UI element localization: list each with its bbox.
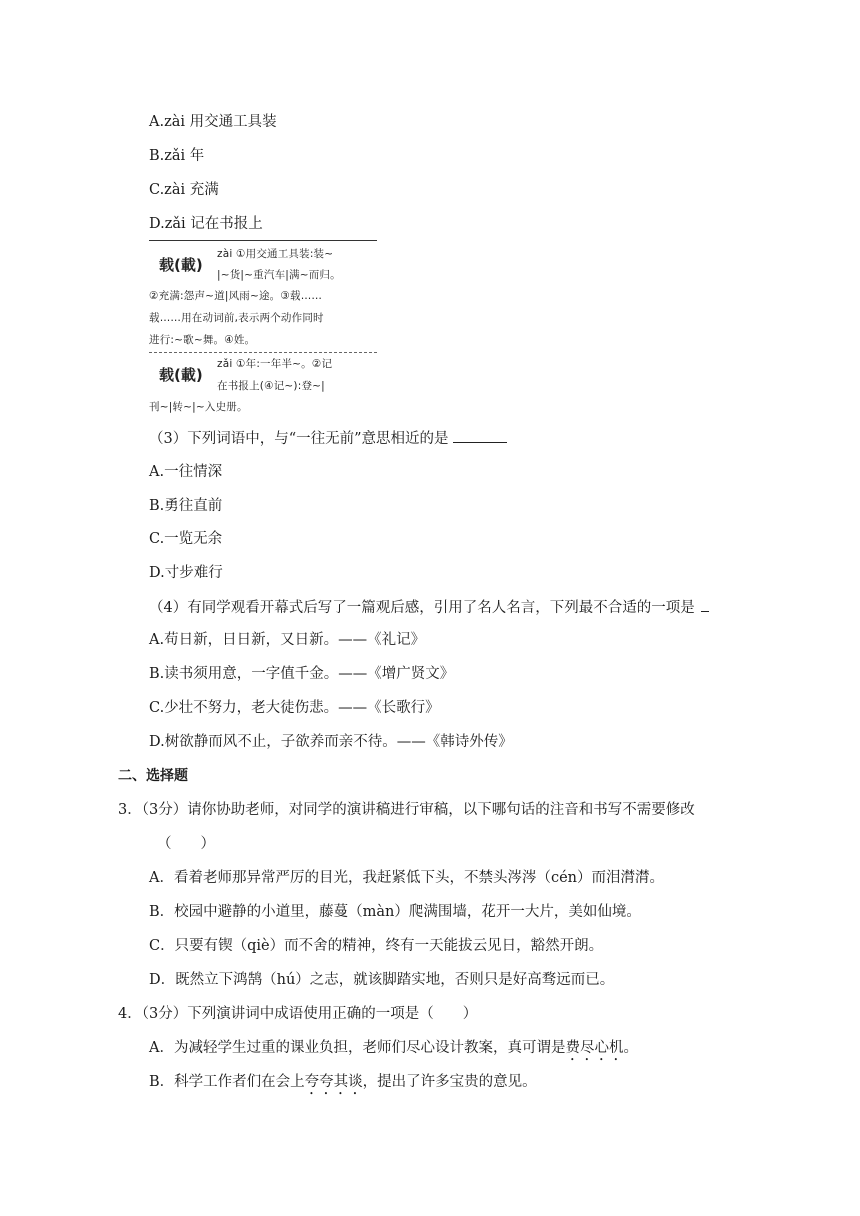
- q2-part4-option-b: B.读书须用意，一字值千金。——《增广贤文》: [149, 666, 455, 682]
- dictionary-entry2-line3: 刊~|转~|~入史册。: [149, 401, 248, 413]
- answer-blank[interactable]: [701, 597, 709, 612]
- section-title: 二、选择题: [118, 768, 188, 784]
- q2-part2-option-d: D.zǎi 记在书报上: [149, 216, 263, 232]
- emphasized-idiom: 费尽心机: [565, 1040, 624, 1056]
- q4-stem: 4．（3分）下列演讲词中成语使用正确的一项是（ ）: [118, 1006, 478, 1022]
- q2-part4-option-a: A.苟日新，日日新，又日新。——《礼记》: [149, 632, 426, 648]
- q2-part3-option-a: A.一往情深: [149, 464, 223, 480]
- q2-part3-option-c: C.一览无余: [149, 531, 223, 547]
- q4-option-a: A．为减轻学生过重的课业负担，老师们尽心设计教案，真可谓是费尽心机。: [149, 1040, 638, 1056]
- dictionary-top-rule: [149, 240, 377, 241]
- q2-part4-option-d: D.树欲静而风不止，子欲养而亲不待。——《韩诗外传》: [149, 734, 513, 750]
- q2-part2-option-a: A.zài 用交通工具装: [149, 114, 277, 130]
- dictionary-entry1-line2: |~货|~重汽车|满~而归。: [217, 269, 341, 281]
- dictionary-entry2-head: 载(載): [159, 366, 203, 384]
- dictionary-entry2-line2: 在书报上(④记~):登~|: [217, 380, 325, 392]
- q2-part4-stem: （4）有同学观看开幕式后写了一篇观后感，引用了名人名言，下列最不合适的一项是: [149, 597, 709, 618]
- q3-answer-paren: （ ）: [157, 836, 215, 852]
- dictionary-entry2-line1: zǎi ①年:一年半~。②记: [217, 358, 333, 370]
- emphasized-idiom: 夸夸其谈: [304, 1074, 363, 1090]
- dictionary-entry1-line5: 进行:~歌~舞。④姓。: [149, 334, 256, 346]
- answer-blank[interactable]: [453, 428, 507, 443]
- q3-stem: 3．（3分）请你协助老师，对同学的演讲稿进行审稿，以下哪句话的注音和书写不需要修改: [118, 802, 695, 818]
- q2-part4-option-c: C.少壮不努力，老大徒伤悲。——《长歌行》: [149, 700, 440, 716]
- q2-part2-option-c: C.zài 充满: [149, 182, 219, 198]
- q3-option-d: D．既然立下鸿鹄（hú）之志，就该脚踏实地，否则只是好高骛远而已。: [149, 972, 615, 988]
- dictionary-entry1-line1: zài ①用交通工具装:装~: [217, 248, 334, 260]
- dictionary-divider: [149, 352, 377, 353]
- q4-option-b: B．科学工作者们在会上夸夸其谈，提出了许多宝贵的意见。: [149, 1074, 537, 1090]
- q3-option-a: A．看着老师那异常严厉的目光，我赶紧低下头，不禁头涔涔（cén）而泪潸潸。: [149, 870, 665, 886]
- q3-option-b: B．校园中避静的小道里，藤蔓（màn）爬满围墙，花开一大片，美如仙境。: [149, 904, 641, 920]
- dictionary-entry1-line3: ②充满:怨声~道|风雨~途。③载……: [149, 290, 323, 302]
- q3-option-c: C．只要有锲（qiè）而不舍的精神，终有一天能拔云见日，豁然开朗。: [149, 938, 604, 954]
- dictionary-entry1-line4: 载……用在动词前,表示两个动作同时: [149, 312, 324, 324]
- q2-part2-option-b: B.zǎi 年: [149, 148, 205, 164]
- dictionary-entry1-head: 载(載): [159, 256, 203, 274]
- q2-part3-stem: （3）下列词语中，与“一往无前”意思相近的是: [149, 428, 507, 449]
- q2-part3-option-b: B.勇往直前: [149, 498, 223, 514]
- dictionary-excerpt-image: [149, 240, 379, 416]
- q2-part3-option-d: D.寸步难行: [149, 565, 223, 581]
